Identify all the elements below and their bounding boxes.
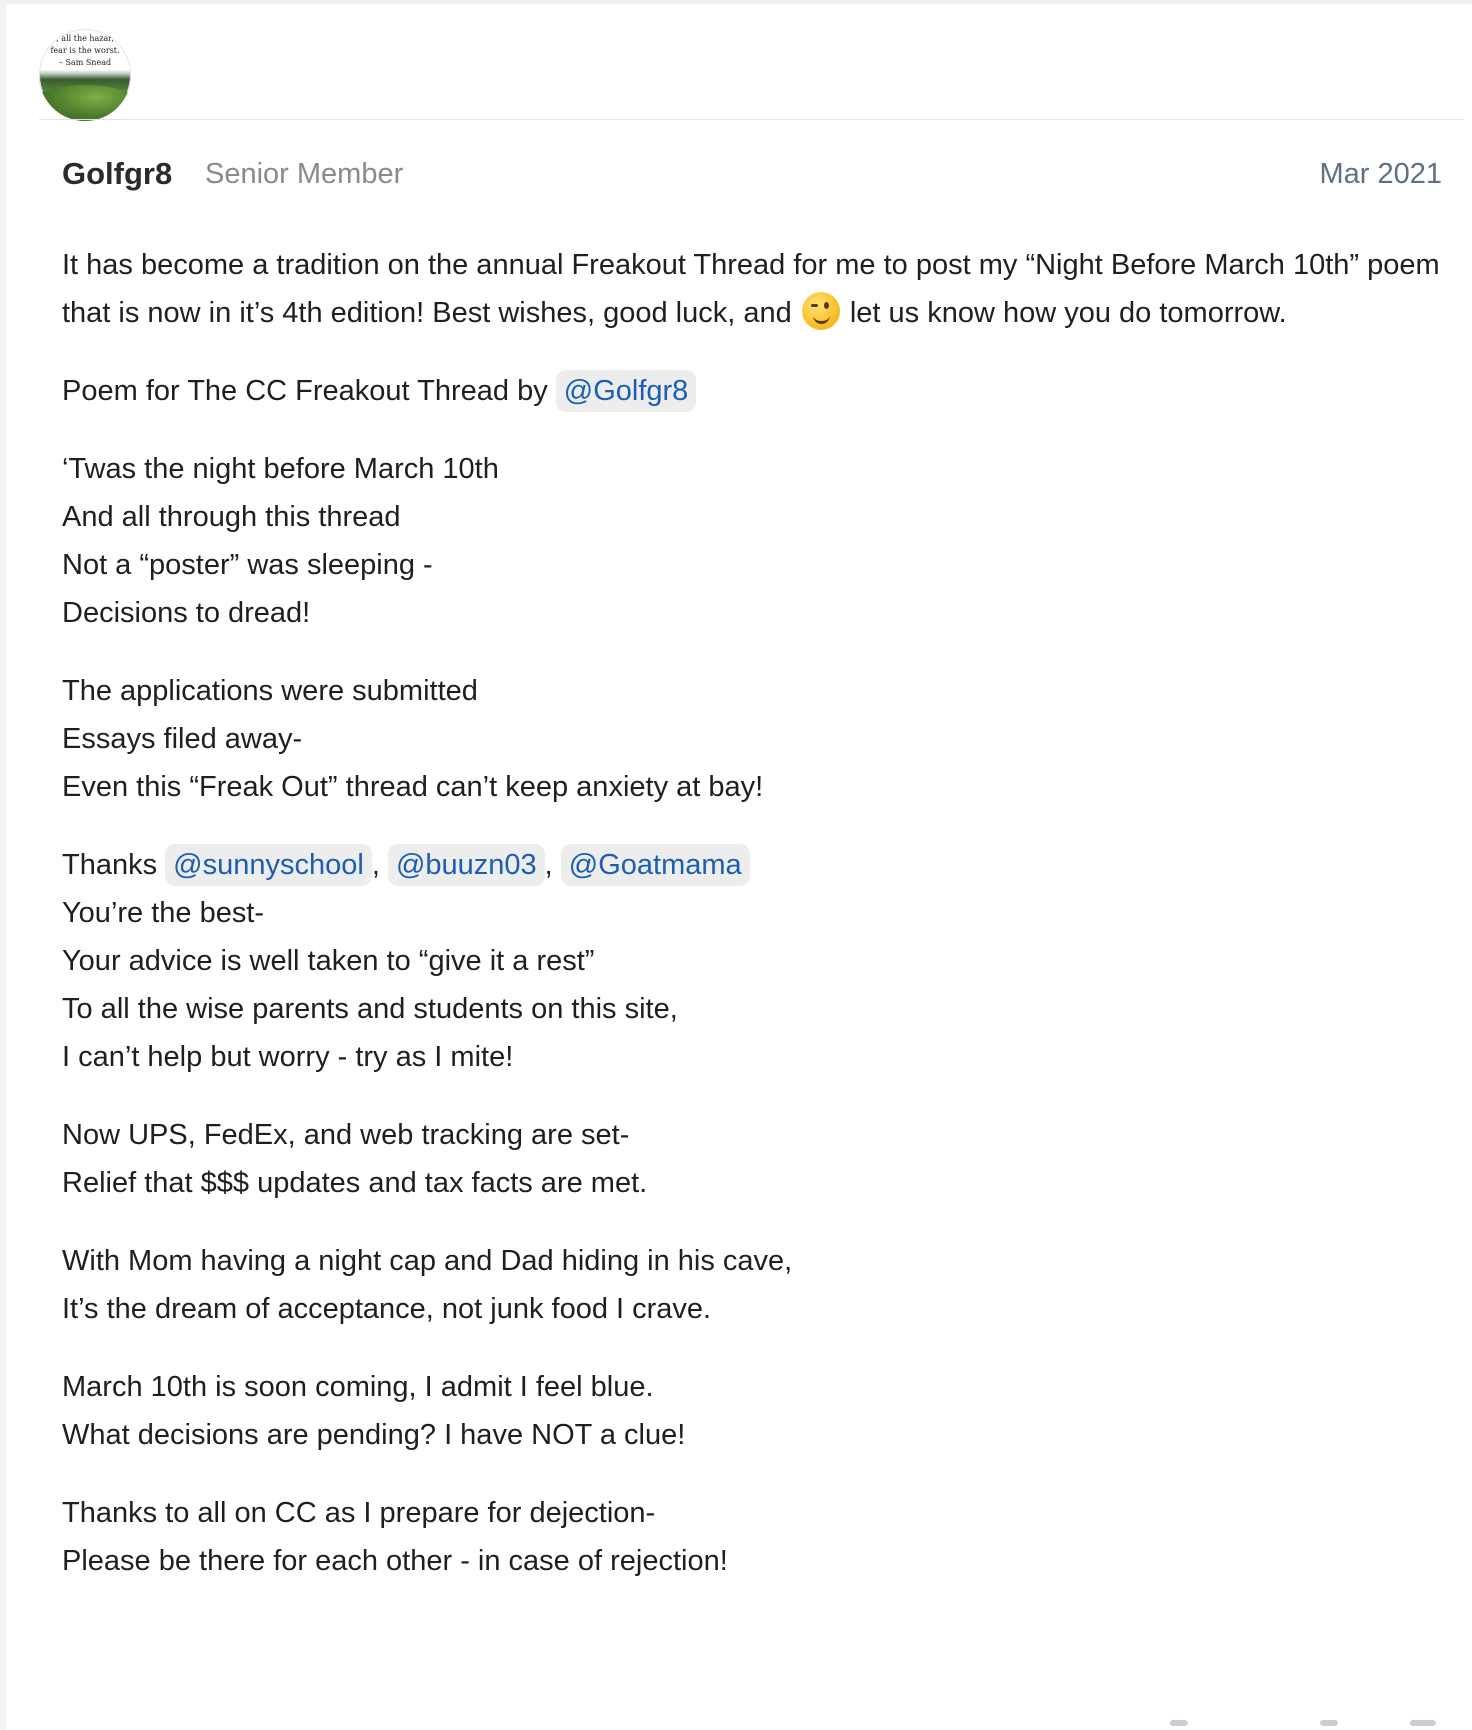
stanza-5	[62, 1237, 1442, 1333]
poem-line: The applications were submitted	[62, 675, 478, 707]
avatar-quote-text: , all the hazar, fear is the worst. – Sam Snead	[50, 34, 120, 67]
stanza-7	[62, 1489, 1442, 1585]
intro-text-1: It has become a tradition on the annual Freakout Thread for me to post my “Night Before March 10th” poem that is now in it’s 4th edition! Best wishes, good luck, and	[62, 249, 1440, 329]
poem-by-text: Poem for The CC Freakout Thread by	[62, 375, 556, 407]
poem-line: Thanks to all on CC as I prepare for dejection-	[62, 1497, 656, 1529]
poem-line: With Mom having a night cap and Dad hiding in his cave,	[62, 1245, 793, 1277]
username-link[interactable]: Golfgr8	[62, 156, 173, 191]
intro-text-2: let us know how you do tomorrow.	[841, 297, 1287, 329]
poem-line: Essays filed away-	[62, 723, 303, 755]
page-top-border	[0, 0, 1472, 4]
mention-buuzn03[interactable]: @buuzn03	[388, 844, 545, 886]
header-divider	[39, 119, 1464, 120]
thanks-label: Thanks	[62, 849, 166, 881]
stanza-6	[62, 1363, 1442, 1459]
poem-line: Relief that $$$ updates and tax facts are met.	[62, 1167, 648, 1199]
poem-by-paragraph	[62, 367, 1442, 415]
action-icon-partial[interactable]	[1320, 1720, 1338, 1726]
poem-line: Please be there for each other - in case of rejection!	[62, 1545, 728, 1577]
poem-line: What decisions are pending? I have NOT a clue!	[62, 1419, 686, 1451]
poem-line: It’s the dream of acceptance, not junk food I crave.	[62, 1293, 712, 1325]
mention-goatmama[interactable]: @Goatmama	[561, 844, 750, 886]
action-icon-partial[interactable]	[1410, 1720, 1436, 1726]
user-title: Senior Member	[205, 158, 404, 190]
post-date[interactable]: Mar 2021	[1319, 158, 1442, 190]
post-body	[62, 241, 1442, 1615]
poem-line: Even this “Freak Out” thread can’t keep anxiety at bay!	[62, 771, 764, 803]
mention-sunnyschool[interactable]: @sunnyschool	[165, 844, 372, 886]
stanza-4	[62, 1111, 1442, 1207]
poem-line: Your advice is well taken to “give it a rest”	[62, 945, 595, 977]
post-actions-partial	[1160, 1718, 1460, 1730]
poem-line: I can’t help but worry - try as I mite!	[62, 1041, 514, 1073]
poem-line: You’re the best-	[62, 897, 265, 929]
intro-paragraph	[62, 241, 1442, 337]
avatar-landscape	[39, 85, 131, 121]
mention-separator: ,	[544, 849, 561, 881]
mention-golfgr8[interactable]: @Golfgr8	[556, 370, 697, 412]
poem-line: March 10th is soon coming, I admit I feel blue.	[62, 1371, 654, 1403]
mention-separator: ,	[371, 849, 388, 881]
poem-line: Not a “poster” was sleeping -	[62, 549, 433, 581]
poem-line: To all the wise parents and students on this site,	[62, 993, 678, 1025]
avatar[interactable]	[39, 29, 131, 121]
action-icon-partial[interactable]	[1170, 1720, 1188, 1726]
poem-line: ‘Twas the night before March 10th	[62, 453, 499, 485]
stanza-3	[62, 841, 1442, 1081]
page-left-border	[0, 0, 6, 1730]
stanza-1	[62, 445, 1442, 637]
poem-line: And all through this thread	[62, 501, 401, 533]
poem-line: Now UPS, FedEx, and web tracking are set-	[62, 1119, 630, 1151]
poem-line: Decisions to dread!	[62, 597, 311, 629]
stanza-2	[62, 667, 1442, 811]
post-meta	[62, 152, 1442, 196]
winking-face-icon	[802, 292, 840, 330]
